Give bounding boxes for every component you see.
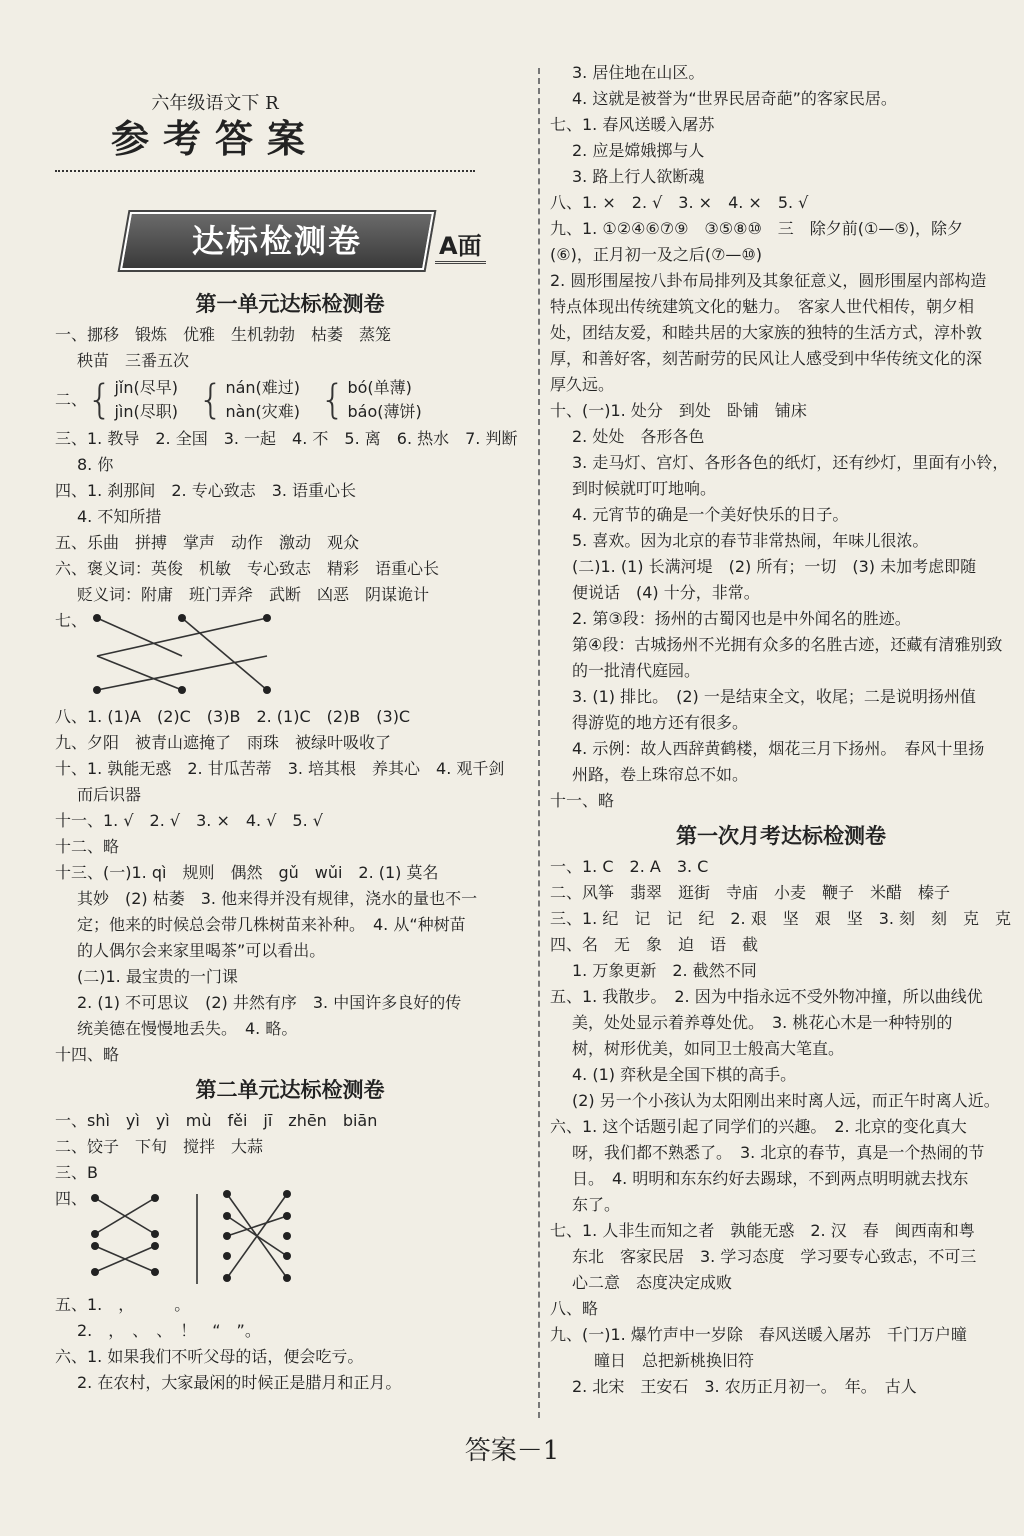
answer-line: 九、(一)1. 爆竹声中一岁除 春风送暖入屠苏 千门万户曈 [550, 1325, 967, 1344]
answer-line: 而后识器 [77, 785, 142, 804]
answer-line: 日。 4. 明明和东东约好去踢球，不到两点明明就去找东 [572, 1169, 969, 1188]
answer-line: 二、饺子 下旬 搅拌 大蒜 [55, 1137, 264, 1156]
answer-line: 二、风筝 翡翠 逛街 寺庙 小麦 鞭子 米醋 榛子 [550, 883, 951, 902]
answer-line: 2. 圆形围屋按八卦布局排列及其象征意义，圆形围屋内部构造 [550, 271, 987, 290]
answer-line: 便说话 (4) 十分，非常。 [572, 583, 760, 602]
answer-line: 树，树形优美，如同卫士般高大笔直。 [572, 1039, 845, 1058]
answer-line: 厚，和善好客，刻苦耐劳的民风让人感受到中华传统文化的深 [550, 349, 983, 368]
left-column [55, 60, 525, 1396]
answer-line: 8. 你 [77, 455, 114, 474]
banner [120, 212, 434, 270]
answer-line: 八、略 [550, 1299, 599, 1318]
answer-line: 心二意 态度决定成败 [572, 1273, 733, 1292]
pinyin-group [320, 376, 422, 424]
answer-line: (二)1. 最宝贵的一门课 [77, 967, 238, 986]
answer-line: 2. (1) 不可思议 (2) 井然有序 3. 中国许多良好的传 [77, 993, 462, 1012]
answer-line: 贬义词：附庸 班门弄斧 武断 凶恶 阴谋诡计 [77, 585, 430, 604]
column-divider [538, 68, 540, 1418]
answer-line: 州路，卷上珠帘总不如。 [572, 765, 749, 784]
pinyin-item: jìn(尽职) [114, 402, 178, 421]
answer-line: 三、B [55, 1163, 98, 1182]
answer-line: 五、乐曲 拼搏 掌声 动作 激动 观众 [55, 533, 360, 552]
answer-line: 统美德在慢慢地丢失。 4. 略。 [77, 1019, 298, 1038]
banner-row [55, 212, 525, 282]
answer-line: 4. 元宵节的确是一个美好快乐的日子。 [572, 505, 849, 524]
pinyin-item: báo(薄饼) [347, 402, 422, 421]
answer-line: 三、1. 教导 2. 全国 3. 一起 4. 不 5. 离 6. 热水 7. 判断 [55, 429, 518, 448]
answer-line: 1. 万象更新 2. 截然不同 [572, 961, 757, 980]
question-label: 四、 [55, 1189, 88, 1208]
answer-line: 十三、(一)1. qì 规则 偶然 gǔ wǔi 2. (1) 莫名 [55, 863, 439, 882]
brace-icon: { [198, 377, 224, 423]
answer-line: 十、1. 孰能无惑 2. 甘瓜苦蒂 3. 培其根 养其心 4. 观千剑 [55, 759, 505, 778]
answer-line: 其妙 (2) 枯萎 3. 他来得并没有规律，浇水的量也不一 [77, 889, 478, 908]
answer-line: 六、1. 这个话题引起了同学们的兴趣。 2. 北京的变化真大 [550, 1117, 967, 1136]
page-number: 答案－1 [464, 1436, 560, 1466]
question-label: 七、 [55, 611, 88, 630]
answer-line: 十一、1. √ 2. √ 3. × 4. √ 5. √ [55, 811, 323, 830]
pinyin-block [55, 376, 525, 424]
answer-line: 定；他来的时候总会带几株树苗来补种。 4. 从“种树苗 [77, 915, 466, 934]
answer-line: 第④段：古城扬州不光拥有众多的名胜古迹，还藏有清雅别致 [572, 635, 1003, 654]
pinyin-item: nàn(灾难) [225, 402, 301, 421]
answer-line: 的人偶尔会来家里喝茶”可以看出。 [77, 941, 326, 960]
pinyin-item: bó(单薄) [347, 378, 412, 397]
answer-line: 2. 应是嫦娥掷与人 [572, 141, 705, 160]
answer-line: 4. 示例：故人西辞黄鹤楼，烟花三月下扬州。 春风十里扬 [572, 739, 985, 758]
answer-line: 2. 北宋 王安石 3. 农历正月初一。 年。 古人 [572, 1377, 917, 1396]
answer-line: 七、1. 春风送暖入屠苏 [550, 115, 715, 134]
answer-line: 3. 居住地在山区。 [572, 63, 705, 82]
answer-line: 得游览的地方还有很多。 [572, 713, 749, 732]
answer-line: 2. 第③段：扬州的古蜀冈也是中外闻名的胜迹。 [572, 609, 911, 628]
answer-line: 到时候就叮叮地响。 [572, 479, 717, 498]
answer-line: 处，团结友爱，和睦共居的大家族的独特的生活方式，淳朴敦 [550, 323, 983, 342]
answer-line: 一、shì yì yì mù fěi jī zhēn biān [55, 1111, 378, 1130]
answer-line: (⑥)，正月初一及之后(⑦—⑩) [550, 245, 763, 264]
answer-line: 六、1. 如果我们不听父母的话，便会吃亏。 [55, 1347, 364, 1366]
answer-line: 九、1. ①②④⑥⑦⑨ ③⑤⑧⑩ 三 除夕前(①—⑤)，除夕 [550, 219, 963, 238]
answer-line: 的一批清代庭园。 [572, 661, 701, 680]
answer-line: 秧苗 三番五次 [77, 351, 190, 370]
subject-label: 六年级语文下 R [151, 93, 279, 114]
brace-icon: { [87, 377, 113, 423]
answer-line: 2. 处处 各形各色 [572, 427, 705, 446]
brace-icon: { [320, 377, 346, 423]
answer-line: 3. 路上行人欲断魂 [572, 167, 705, 186]
matching-q7 [55, 608, 525, 704]
answer-line: (二)1. (1) 长满河堤 (2) 所有；一切 (3) 未加考虑即随 [572, 557, 977, 576]
answer-line: 八、1. × 2. √ 3. × 4. × 5. √ [550, 193, 809, 212]
answer-line: 5. 喜欢。因为北京的春节非常热闹，年味儿很浓。 [572, 531, 929, 550]
answer-line: 4. 这就是被誉为“世界民居奇葩”的客家民居。 [572, 89, 897, 108]
answer-line: 七、1. 人非生而知之者 孰能无惑 2. 汉 春 闽西南和粤 [550, 1221, 975, 1240]
pinyin-group [198, 376, 300, 424]
side-label: A面 [435, 226, 486, 264]
answer-line: 曈日 总把新桃换旧符 [594, 1351, 755, 1370]
section-title-unit1: 第一单元达标检测卷 [195, 292, 385, 316]
answer-line: (2) 另一个小孩认为太阳刚出来时离人远，而正午时离人近。 [572, 1091, 1000, 1110]
pinyin-item: jǐn(尽早) [114, 378, 178, 397]
answer-line: 2. 在农村，大家最闲的时候正是腊月和正月。 [77, 1373, 402, 1392]
pinyin-item: nán(难过) [225, 378, 301, 397]
page-title: 参考答案 [110, 116, 319, 161]
section-title-unit2: 第二单元达标检测卷 [195, 1078, 385, 1102]
matching-lines-diagram [87, 608, 387, 700]
pinyin-group [87, 376, 178, 424]
answer-line: 四、名 无 象 迫 语 截 [550, 935, 759, 954]
answer-line: 厚久远。 [550, 375, 615, 394]
answer-line: 六、褒义词：英俊 机敏 专心致志 精彩 语重心长 [55, 559, 440, 578]
answer-line: 4. 不知所措 [77, 507, 162, 526]
answer-line: 特点体现出传统建筑文化的魅力。 客家人世代相传，朝夕相 [550, 297, 975, 316]
answer-line: 3. 走马灯、宫灯、各形各色的纸灯，还有纱灯，里面有小铃， [572, 453, 1009, 472]
answer-line: 东北 客家民居 3. 学习态度 学习要专心致志，不可三 [572, 1247, 977, 1266]
answer-line: 十二、略 [55, 837, 120, 856]
section-title-monthly: 第一次月考达标检测卷 [676, 824, 886, 848]
right-column [550, 60, 1012, 1400]
answer-line: 四、1. 刹那间 2. 专心致志 3. 语重心长 [55, 481, 357, 500]
answer-line: 十一、略 [550, 791, 615, 810]
answer-line: 呀，我们都不熟悉了。 3. 北京的春节，真是一个热闹的节 [572, 1143, 985, 1162]
answer-line: 十、(一)1. 处分 到处 卧铺 铺床 [550, 401, 807, 420]
matching-lines-diagram [87, 1186, 387, 1288]
matching-q4 [55, 1186, 525, 1292]
answer-line: 十四、略 [55, 1045, 120, 1064]
answer-line: 五、1. 我散步。 2. 因为中指永远不受外物冲撞，所以曲线优 [550, 987, 983, 1006]
answer-line: 三、1. 纪 记 记 纪 2. 艰 坚 艰 坚 3. 刻 刻 克 克 [550, 909, 1012, 928]
answer-line: 一、1. C 2. A 3. C [550, 857, 709, 876]
answer-line: 3. (1) 排比。 (2) 一是结束全文，收尾；二是说明扬州值 [572, 687, 976, 706]
answer-line: 2. ， 、 、 ！ “ ”。 [77, 1321, 261, 1340]
answer-line: 一、挪移 锻炼 优雅 生机勃勃 枯萎 蒸笼 [55, 325, 392, 344]
answer-line: 八、1. (1)A (2)C (3)B 2. (1)C (2)B (3)C [55, 707, 411, 726]
answer-line: 4. (1) 弈秋是全国下棋的高手。 [572, 1065, 797, 1084]
question-label: 二、 [55, 390, 88, 409]
answer-line: 五、1. ， 。 [55, 1295, 191, 1314]
answer-line: 美，处处显示着养尊处优。 3. 桃花心木是一种特别的 [572, 1013, 953, 1032]
answer-line: 东了。 [572, 1195, 621, 1214]
banner-text: 达标检测卷 [191, 222, 362, 260]
title-rule [55, 170, 475, 172]
answer-line: 九、夕阳 被青山遮掩了 雨珠 被绿叶吸收了 [55, 733, 392, 752]
